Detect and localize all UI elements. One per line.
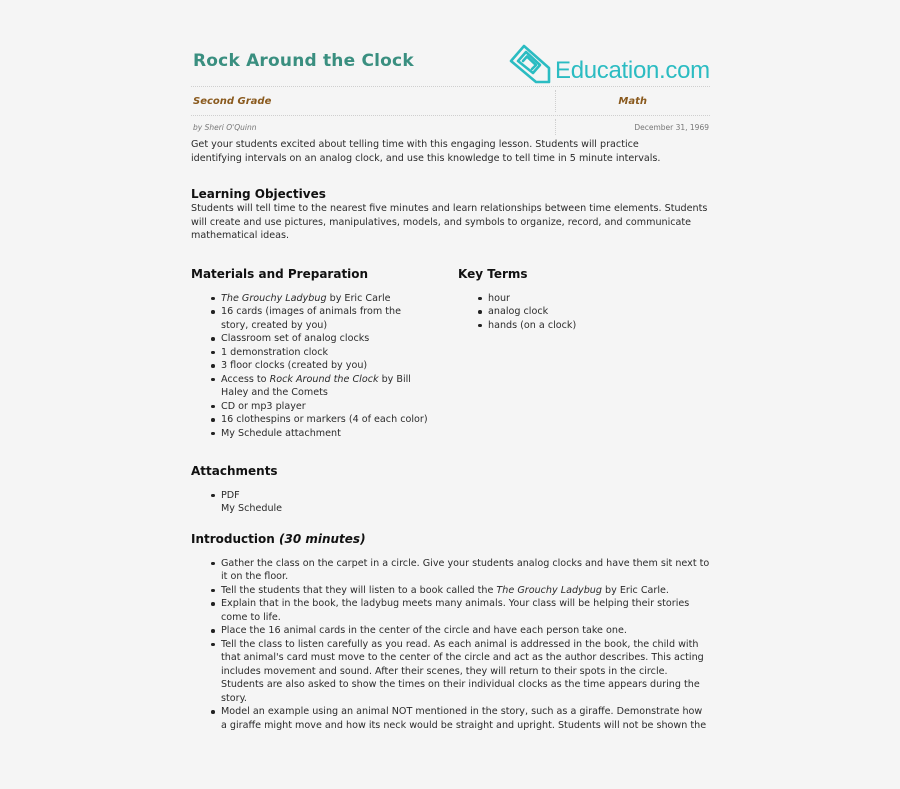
list-item: hands (on a clock): [488, 319, 708, 333]
materials-list: [191, 292, 451, 441]
author-label: by Sheri O'Quinn: [193, 123, 257, 132]
list-item: hour: [488, 292, 708, 306]
list-item: Place the 16 animal cards in the center of the circle and have each person take one.: [221, 624, 711, 638]
list-item: Tell the students that they will listen to a book called the The Grouchy Ladybug by Eric Carle.: [221, 584, 711, 598]
list-item: 16 cards (images of animals from the story, created by you): [221, 305, 431, 332]
introduction-steps: [191, 557, 711, 733]
attachments-heading: Attachments: [191, 463, 278, 478]
page-title: Rock Around the Clock: [193, 51, 414, 71]
list-item: Explain that in the book, the ladybug meets many animals. Your class will be helping their stories come to life.: [221, 597, 711, 624]
key-terms-list: [458, 292, 708, 333]
lesson-content: [191, 138, 711, 732]
list-item: CD or mp3 player: [221, 400, 431, 414]
attachments-list: [191, 489, 711, 516]
author-date-row: [191, 116, 711, 138]
materials-section: [191, 266, 451, 441]
header: [191, 38, 711, 86]
logo-text: Education.com: [555, 57, 710, 84]
grade-label: Second Grade: [193, 96, 272, 107]
attachment-type: PDF: [221, 489, 240, 501]
learning-objectives-text: Students will tell time to the nearest five minutes and learn relationships between time elements. Students will create and use pictures, manipulatives, models, and symbols to organize, record, and communicate mathematical ideas.: [191, 203, 708, 241]
materials-heading: Materials and Preparation: [191, 266, 369, 281]
list-item: My Schedule attachment: [221, 427, 431, 441]
list-item: 3 floor clocks (created by you): [221, 359, 431, 373]
introduction-heading: Introduction (30 minutes): [191, 531, 366, 546]
list-item: Model an example using an animal NOT mentioned in the story, such as a giraffe. Demonstrate how a giraffe might move and how its neck would be straight and upright. Students will not be shown the: [221, 705, 711, 732]
list-item: Gather the class on the carpet in a circle. Give your students analog clocks and have them sit next to it on the floor.: [221, 557, 710, 582]
introduction-duration: (30 minutes): [278, 531, 366, 546]
materials-and-key-terms: [191, 266, 711, 456]
learning-objectives-heading: Learning Objectives: [191, 187, 326, 201]
list-item: Access to Rock Around the Clock by Bill Haley and the Comets: [221, 373, 431, 400]
list-item: 16 clothespins or markers (4 of each color): [221, 413, 431, 427]
attachment-link[interactable]: My Schedule: [221, 503, 283, 514]
list-item: The Grouchy Ladybug by Eric Carle: [221, 292, 431, 306]
list-item: Classroom set of analog clocks: [221, 332, 431, 346]
date-label: December 31, 1969: [634, 123, 709, 132]
education-com-logo[interactable]: [507, 41, 710, 85]
key-terms-section: [458, 266, 708, 333]
pencil-paperclip-logo-icon: [507, 41, 553, 85]
key-terms-heading: Key Terms: [458, 266, 528, 281]
list-item: 1 demonstration clock: [221, 346, 431, 360]
grade-subject-row: [191, 87, 711, 115]
lesson-plan-page: [191, 38, 711, 750]
divider: [555, 119, 556, 135]
intro-paragraph: Get your students excited about telling time with this engaging lesson. Students will practice identifying intervals on an analog clock, and use this knowledge to tell time in 5 minute intervals.: [191, 139, 661, 164]
list-item: Tell the class to listen carefully as you read. As each animal is addressed in the book, the child with that animal's card must move to the center of the circle and act as the author describes. This acting includes movement and sound. After their scenes, they will return to their spots in the circle. Students are also asked to show the times on their individual clocks as the time appears during the story.: [221, 638, 711, 706]
subject-label: Math: [618, 96, 647, 107]
list-item: analog clock: [488, 305, 708, 319]
attachment-item[interactable]: [221, 489, 711, 516]
divider: [555, 90, 556, 112]
